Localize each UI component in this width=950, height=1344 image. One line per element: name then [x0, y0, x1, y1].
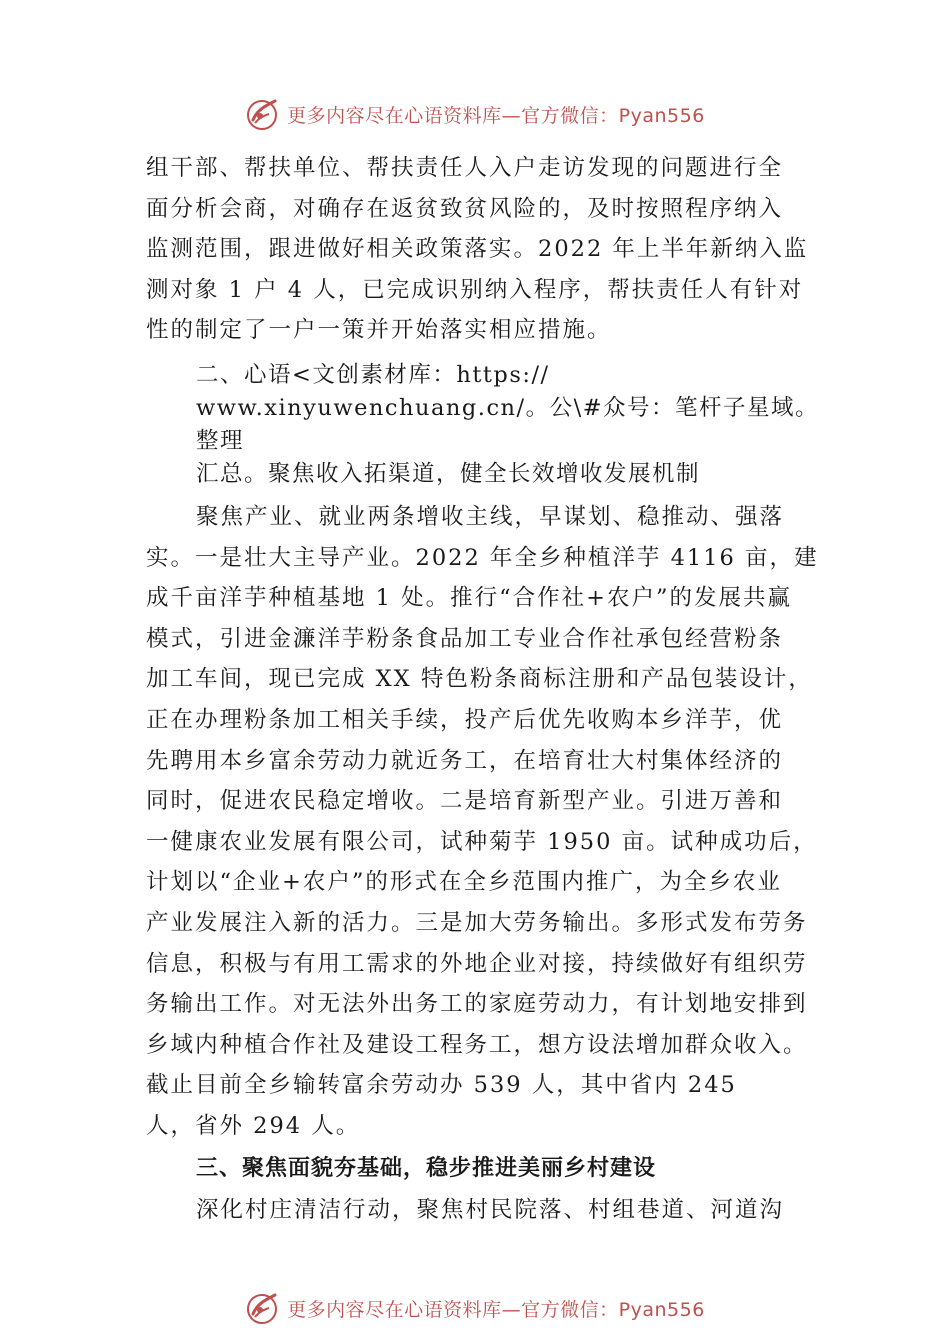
text-line: 人，省外 294 人。 — [146, 1112, 361, 1139]
header-banner — [0, 94, 950, 134]
paragraph-2 — [146, 497, 826, 1147]
heading-2-line: 汇总。聚焦收入拓渠道，健全长效增收发展机制 — [196, 460, 701, 487]
text-line: 监测范围，跟进做好相关政策落实。2022 年上半年新纳入监 — [146, 236, 809, 263]
text-line: 模式，引进金濂洋芋粉条食品加工专业合作社承包经营粉条 — [146, 625, 784, 652]
footer-banner — [0, 1288, 950, 1328]
text-line: 同时，促进农民稳定增收。二是培育新型产业。引进万善和 — [146, 788, 784, 815]
header-banner-text: 更多内容尽在心语资料库—官方微信：Pyan556 — [287, 104, 705, 127]
text-line: 正在办理粉条加工相关手续，投产后优先收购本乡洋芋，优 — [146, 706, 784, 733]
text-line: 实。一是壮大主导产业。2022 年全乡种植洋芋 4116 亩，建 — [146, 544, 819, 571]
paragraph-3 — [146, 1190, 826, 1231]
text-line: 加工车间，现已完成 XX 特色粉条商标注册和产品包装设计， — [146, 666, 813, 693]
text-line: 性的制定了一户一策并开始落实相应措施。 — [146, 317, 612, 344]
text-line: 面分析会商，对确存在返贫致贫风险的，及时按照程序纳入 — [146, 195, 784, 222]
footer-banner-text: 更多内容尽在心语资料库—官方微信：Pyan556 — [287, 1298, 705, 1321]
heading-2-line: www.xinyuwenchuang.cn/。公\#众号：笔杆子星域。整理 — [196, 394, 820, 454]
text-line: 一健康农业发展有限公司，试种菊芋 1950 亩。试种成功后， — [146, 828, 818, 855]
section-heading-3: 三、聚焦面貌夯基础，稳步推进美丽乡村建设 — [196, 1156, 657, 1182]
brush-logo-icon — [245, 96, 281, 132]
text-line: 深化村庄清洁行动，聚焦村民院落、村组巷道、河道沟 — [196, 1197, 785, 1224]
text-line: 务输出工作。对无法外出务工的家庭劳动力，有计划地安排到 — [146, 991, 808, 1018]
text-line: 截止目前全乡输转富余劳动办 539 人，其中省内 245 — [146, 1072, 737, 1099]
paragraph-1 — [146, 148, 826, 351]
heading-2-line: 二、心语<文创素材库：https:// — [196, 361, 550, 388]
text-line: 计划以“企业+农户”的形式在全乡范围内推广，为全乡农业 — [146, 869, 782, 896]
document-body — [146, 148, 826, 1231]
text-line: 聚焦产业、就业两条增收主线，早谋划、稳推动、强落 — [196, 503, 785, 530]
brush-logo-icon — [245, 1290, 281, 1326]
text-line: 成千亩洋芋种植基地 1 处。推行“合作社+农户”的发展共赢 — [146, 585, 792, 612]
text-line: 信息，积极与有用工需求的外地企业对接，持续做好有组织劳 — [146, 950, 808, 977]
section-heading-2 — [146, 359, 826, 491]
text-line: 乡域内种植合作社及建设工程务工，想方设法增加群众收入。 — [146, 1031, 808, 1058]
text-line: 产业发展注入新的活力。三是加大劳务输出。多形式发布劳务 — [146, 909, 808, 936]
text-line: 先聘用本乡富余劳动力就近务工，在培育壮大村集体经济的 — [146, 747, 784, 774]
text-line: 组干部、帮扶单位、帮扶责任人入户走访发现的问题进行全 — [146, 155, 784, 181]
text-line: 测对象 1 户 4 人，已完成识别纳入程序，帮扶责任人有针对 — [146, 276, 804, 303]
